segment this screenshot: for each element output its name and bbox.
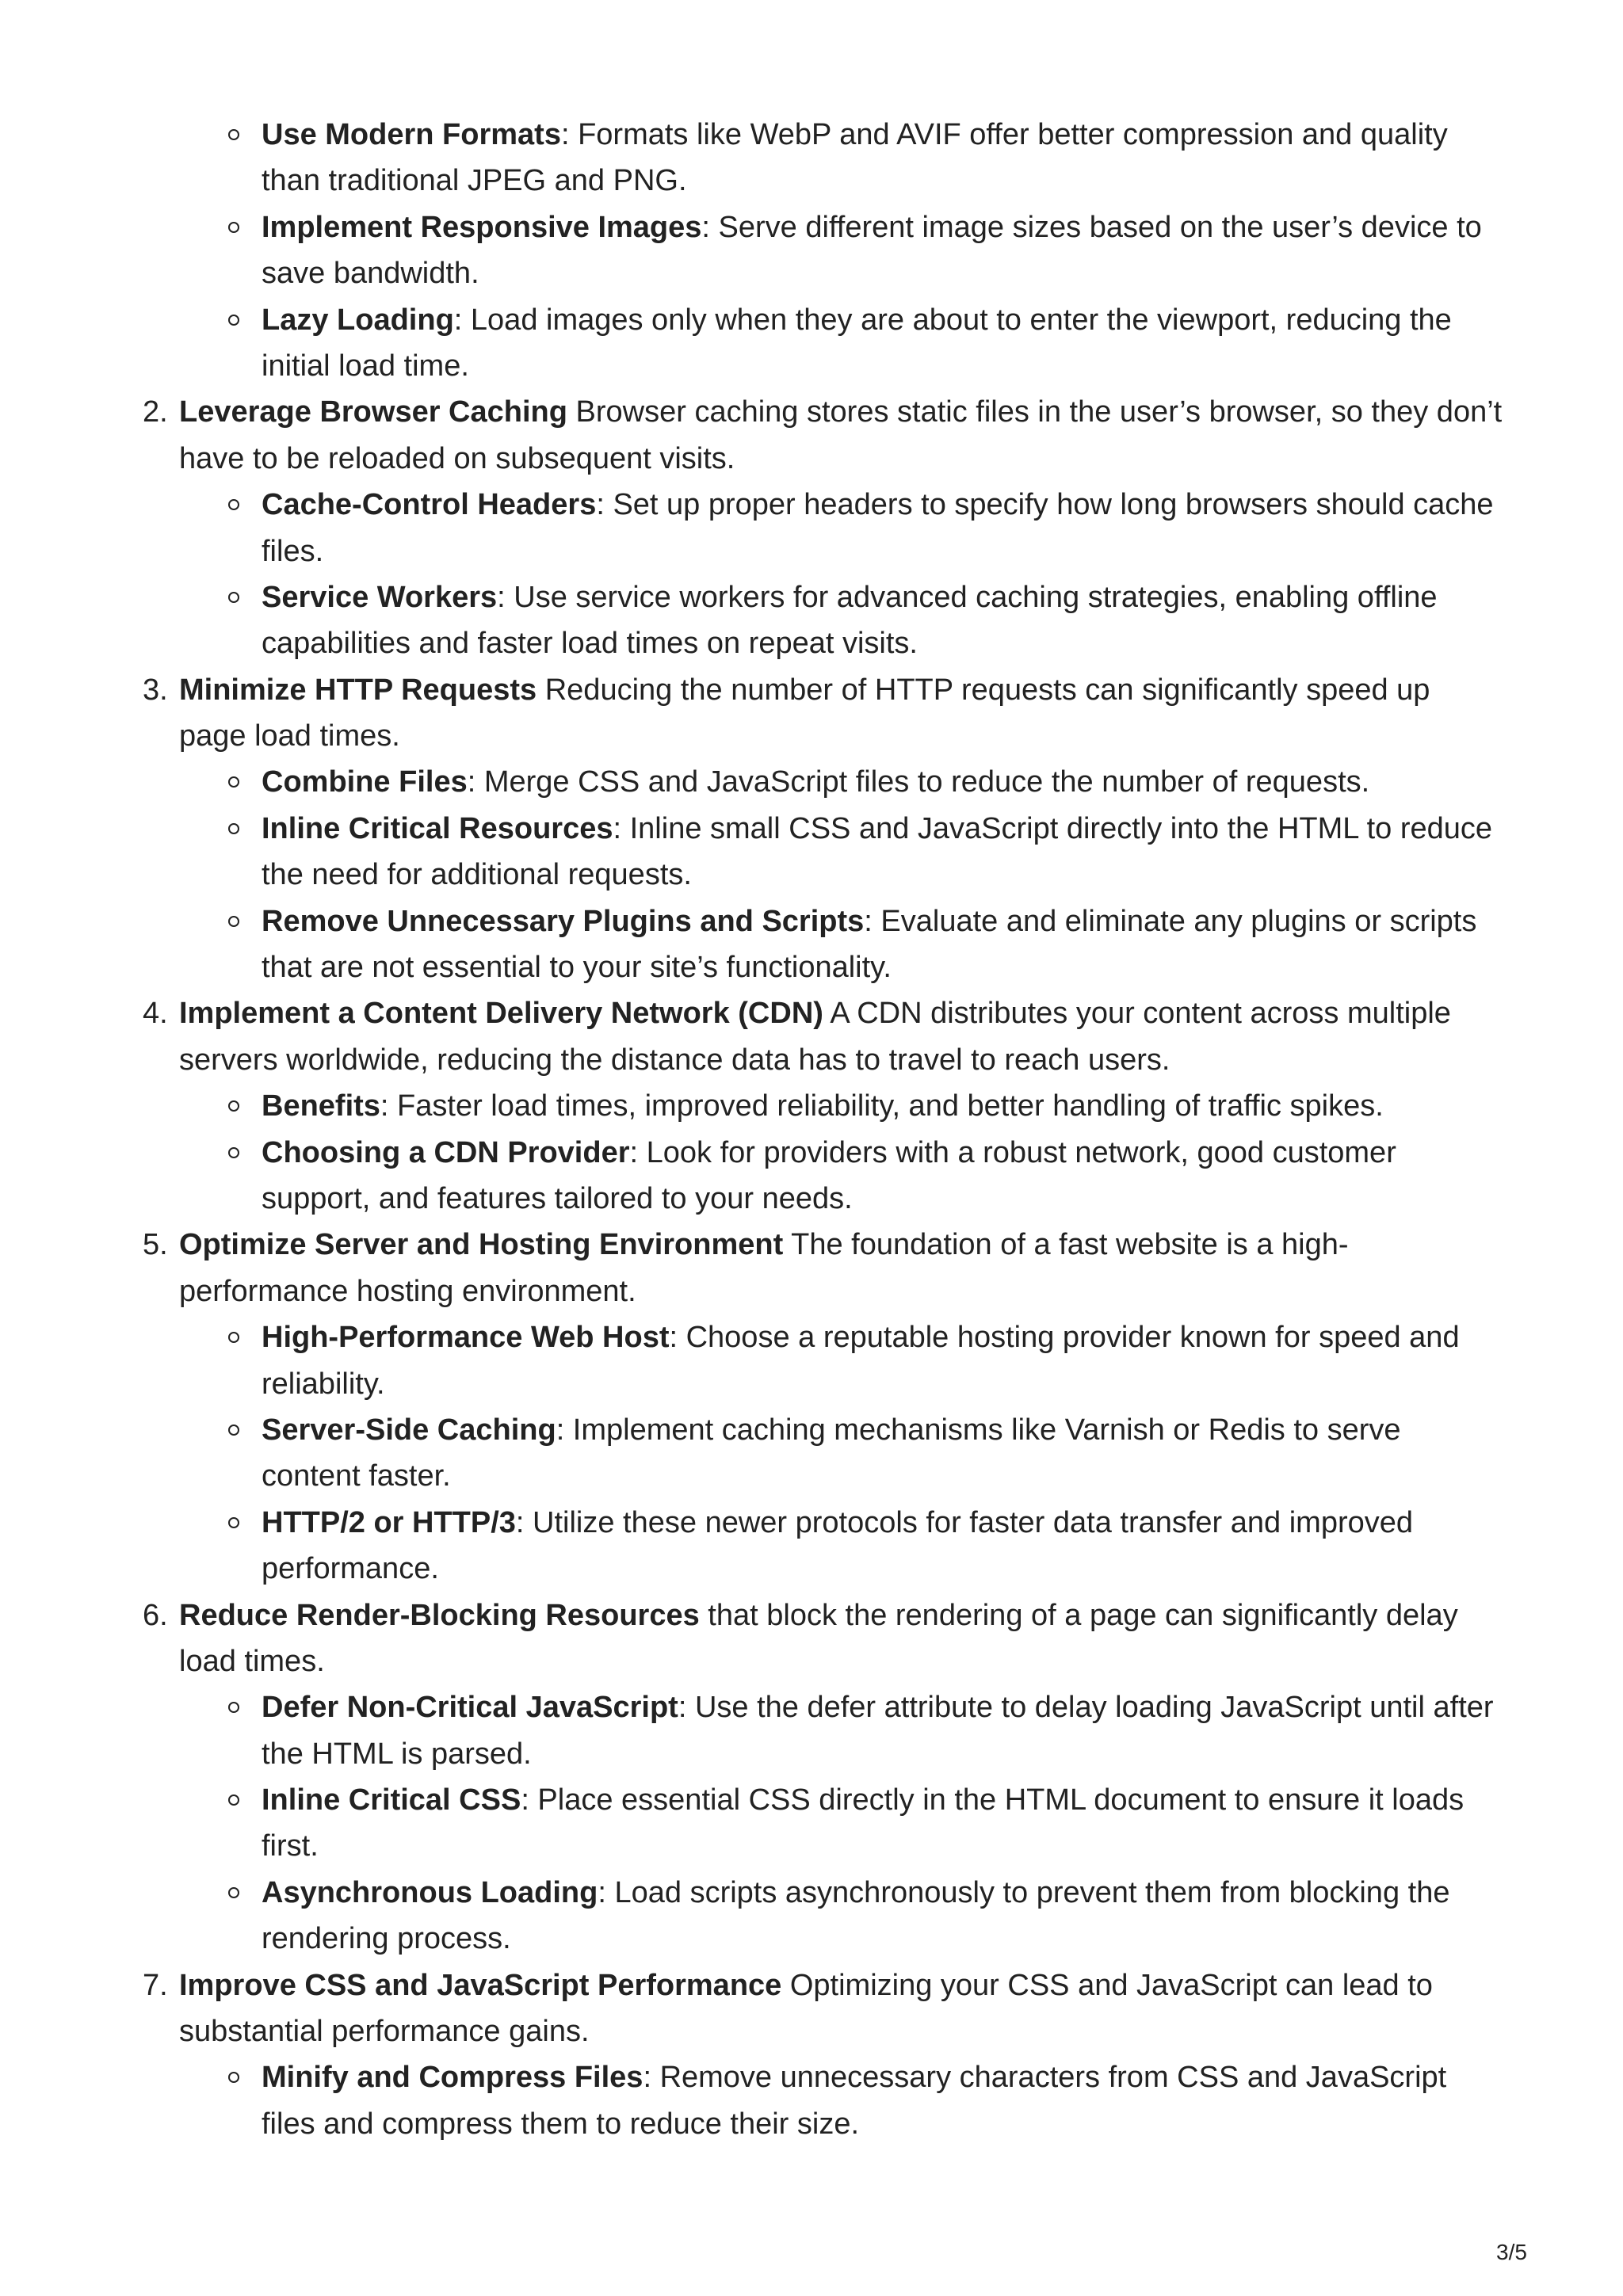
bullet-item-line [0,1684,1623,1730]
item-description: initial load time. [262,349,469,383]
bullet-item-line [0,1176,1623,1222]
bullet-item-line [0,2101,1623,2147]
bullet-item-line [0,204,1623,250]
hollow-bullet-icon [228,1100,239,1112]
bullet-item-line [0,1731,1623,1777]
item-term: Combine Files [262,765,468,799]
item-description: : Serve different image sizes based on the user’s device to [701,210,1482,244]
hollow-bullet-icon [228,222,239,233]
numbered-item-line [0,389,1623,435]
item-description: Reducing the number of HTTP requests can significantly speed up [537,673,1430,707]
item-term: Implement Responsive Images [262,210,702,244]
hollow-bullet-icon [228,1702,239,1713]
item-description: : Set up proper headers to specify how long browsers should cache [596,488,1494,522]
item-term: Inline Critical Resources [262,811,613,845]
hollow-bullet-icon [228,499,239,510]
item-description: the need for additional requests. [262,858,692,892]
item-term: High-Performance Web Host [262,1321,670,1355]
item-description: performance hosting environment. [179,1274,636,1308]
item-description: : Remove unnecessary characters from CSS and JavaScript [643,2061,1447,2095]
hollow-bullet-icon [228,2072,239,2083]
item-description: A CDN distributes your content across multiple [823,997,1451,1031]
item-description: Optimizing your CSS and JavaScript can lead to [781,1968,1433,2002]
item-term: Defer Non-Critical JavaScript [262,1691,678,1725]
numbered-item-line [0,1268,1623,1314]
bullet-item-line [0,1870,1623,1916]
item-description: : Load images only when they are about to enter the viewport, reducing the [453,303,1452,337]
item-description: : Evaluate and eliminate any plugins or scripts [864,904,1477,938]
item-description: : Faster load times, improved reliability, and better handling of traffic spikes. [380,1089,1384,1123]
item-description: that block the rendering of a page can significantly delay [699,1598,1458,1632]
numbered-item-line [0,713,1623,759]
item-term: Minify and Compress Files [262,2061,643,2095]
hollow-bullet-icon [228,1332,239,1343]
numbered-item-line [0,990,1623,1036]
item-description: save bandwidth. [262,257,479,291]
bullet-item-line [0,852,1623,898]
bullet-item-line [0,482,1623,528]
hollow-bullet-icon [228,1147,239,1158]
item-description: content faster. [262,1459,451,1493]
item-description: : Use the defer attribute to delay loading JavaScript until after [678,1691,1494,1725]
hollow-bullet-icon [228,1517,239,1528]
item-description: : Load scripts asynchronously to prevent them from blocking the [598,1875,1450,1909]
numbered-item-line [0,1638,1623,1684]
item-term: Leverage Browser Caching [179,395,567,429]
item-term: Optimize Server and Hosting Environment [179,1228,784,1262]
item-description: reliability. [262,1367,385,1401]
bullet-item-line [0,158,1623,204]
numbered-item-line [0,1962,1623,2008]
numbered-item-line [0,1592,1623,1638]
item-term: Reduce Render-Blocking Resources [179,1598,700,1632]
item-description: page load times. [179,719,400,753]
hollow-bullet-icon [228,1794,239,1806]
numbered-item-line [0,1037,1623,1083]
bullet-item-line [0,1777,1623,1823]
item-description: files. [262,534,324,568]
item-term: Asynchronous Loading [262,1875,598,1909]
item-description: that are not essential to your site’s functionality. [262,951,892,985]
hollow-bullet-icon [228,315,239,326]
item-term: Inline Critical CSS [262,1783,521,1817]
hollow-bullet-icon [228,823,239,834]
numbered-item-line [0,436,1623,482]
item-description: : Utilize these newer protocols for faster data transfer and improved [515,1505,1414,1539]
item-term: Implement a Content Delivery Network (CDN) [179,997,823,1031]
item-description: : Place essential CSS directly in the HTML document to ensure it loads [521,1783,1465,1817]
item-description: load times. [179,1644,325,1678]
bullet-item-line [0,1361,1623,1407]
bullet-item-line [0,2054,1623,2100]
item-term: Choosing a CDN Provider [262,1135,630,1169]
bullet-item-line [0,1130,1623,1176]
item-description: performance. [262,1552,439,1586]
bullet-item-line [0,574,1623,620]
bullet-item-line [0,898,1623,944]
item-description: servers worldwide, reducing the distance data has to travel to reach users. [179,1043,1170,1077]
list-number: 5. [143,1228,168,1262]
item-term: Lazy Loading [262,303,454,337]
item-term: Improve CSS and JavaScript Performance [179,1968,782,2002]
item-description: first. [262,1829,319,1863]
bullet-item-line [0,343,1623,389]
bullet-item-line [0,1823,1623,1869]
bullet-item-line [0,1314,1623,1360]
item-description: : Inline small CSS and JavaScript directly into the HTML to reduce [613,811,1493,845]
item-description: : Choose a reputable hosting provider known for speed and [669,1321,1460,1355]
item-description: files and compress them to reduce their size. [262,2107,860,2141]
item-term: Cache-Control Headers [262,488,597,522]
item-description: capabilities and faster load times on repeat visits. [262,627,918,661]
bullet-item-line [0,944,1623,990]
item-description: : Implement caching mechanisms like Varnish or Redis to serve [556,1413,1401,1447]
list-number: 4. [143,997,168,1031]
numbered-item-line [0,667,1623,713]
list-number: 2. [143,395,168,429]
list-number: 6. [143,1598,168,1632]
bullet-item-line [0,1500,1623,1546]
bullet-item-line [0,806,1623,852]
item-term: Minimize HTTP Requests [179,673,537,707]
bullet-item-line [0,250,1623,296]
bullet-item-line [0,1916,1623,1962]
item-description: rendering process. [262,1922,511,1956]
hollow-bullet-icon [228,916,239,927]
item-description: have to be reloaded on subsequent visits. [179,441,735,475]
item-term: Remove Unnecessary Plugins and Scripts [262,904,865,938]
bullet-item-line [0,528,1623,574]
hollow-bullet-icon [228,776,239,788]
item-description: : Use service workers for advanced caching strategies, enabling offline [497,580,1438,614]
list-number: 7. [143,1968,168,2002]
bullet-item-line [0,1453,1623,1499]
item-description: than traditional JPEG and PNG. [262,164,687,198]
item-description: support, and features tailored to your needs. [262,1181,853,1215]
item-description: substantial performance gains. [179,2015,590,2049]
item-term: Use Modern Formats [262,118,561,151]
hollow-bullet-icon [228,129,239,140]
bullet-item-line [0,620,1623,666]
item-description: : Look for providers with a robust network, good customer [629,1135,1396,1169]
hollow-bullet-icon [228,1425,239,1436]
bullet-item-line [0,1407,1623,1453]
hollow-bullet-icon [228,592,239,603]
item-description: The foundation of a fast website is a high- [783,1228,1349,1262]
page-number: 3/5 [1496,2240,1527,2264]
numbered-item-line [0,2008,1623,2054]
item-description: Browser caching stores static files in the user’s browser, so they don’t [567,395,1503,429]
bullet-item-line [0,297,1623,343]
item-term: Benefits [262,1089,380,1123]
bullet-item-line [0,759,1623,805]
list-number: 3. [143,673,168,707]
item-term: Server-Side Caching [262,1413,556,1447]
bullet-item-line [0,1083,1623,1129]
bullet-item-line [0,112,1623,158]
item-description: the HTML is parsed. [262,1737,532,1771]
item-term: Service Workers [262,580,498,614]
item-description: : Formats like WebP and AVIF offer better compression and quality [560,118,1448,151]
item-description: : Merge CSS and JavaScript files to reduce the number of requests. [467,765,1370,799]
bullet-item-line [0,1546,1623,1592]
item-term: HTTP/2 or HTTP/3 [262,1505,516,1539]
document-body [0,112,1623,2147]
hollow-bullet-icon [228,1887,239,1898]
numbered-item-line [0,1222,1623,1268]
